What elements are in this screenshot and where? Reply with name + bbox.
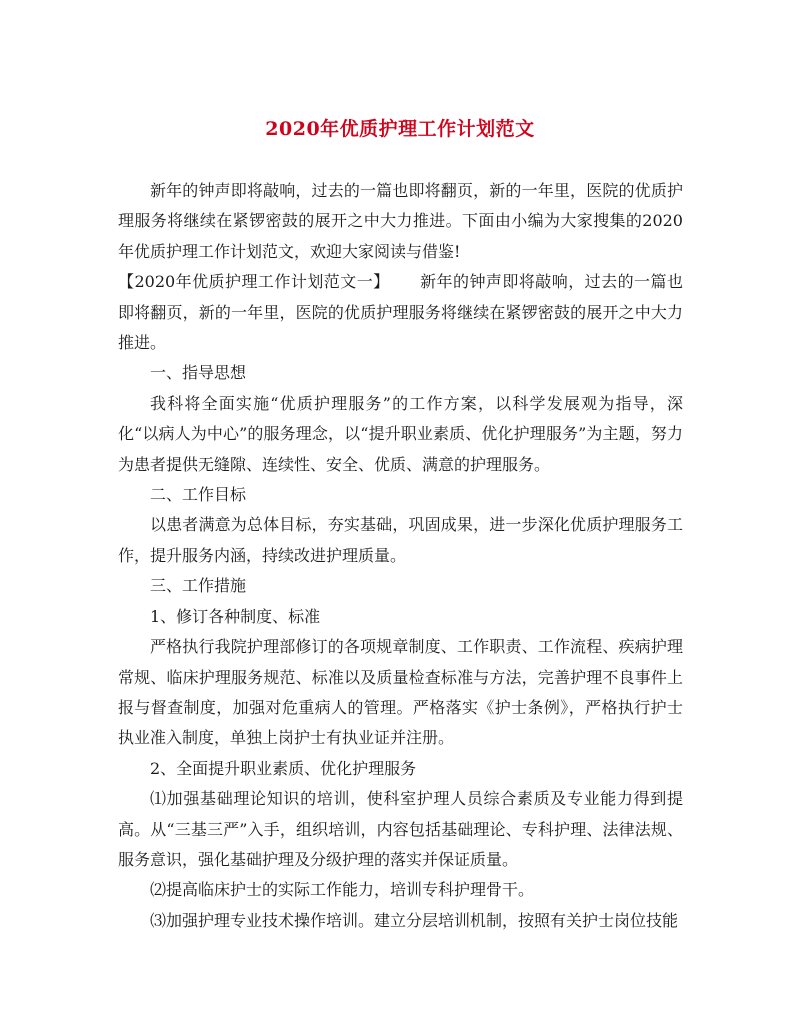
document-title: 2020年优质护理工作计划范文 xyxy=(265,118,535,140)
section-intro: 新年的钟声即将敲响，过去的一篇也即将翻页，新的一年里，医院的优质护理服务将继续在紧锣密鼓的展开之中大力推进。 xyxy=(118,272,683,353)
section-paragraph xyxy=(118,267,683,358)
heading-guiding-ideology: 一、指导思想 xyxy=(150,363,247,383)
intro-paragraph: 新年的钟声即将敲响，过去的一篇也即将翻页，新的一年里，医院的优质护理服务将继续在紧锣密鼓的展开之中大力推进。下面由小编为大家搜集的2020年优质护理工作计划范文，欢迎大家阅读与借鉴! xyxy=(118,181,683,261)
paragraph-revise-standards: 严格执行我院护理部修订的各项规章制度、工作职责、工作流程、疾病护理常规、临床护理服务规范、标准以及质量检查标准与方法，完善护理不良事件上报与督查制度，加强对危重病人的管理。严格落实《护士条例》，严格执行护士执业准入制度，单独上岗护士有执业证并注册。 xyxy=(118,637,683,748)
paragraph-guiding-ideology: 我科将全面实施“优质护理服务”的工作方案，以科学发展观为指导，深化“以病人为中心”的服务理念，以“提升职业素质、优化护理服务”为主题，努力为患者提供无缝隙、连续性、安全、优质、满意的护理服务。 xyxy=(118,393,683,474)
list-item-training: ⑴加强基础理论知识的培训，使科室护理人员综合素质及专业能力得到提高。从“三基三严”入手，组织培训，内容包括基础理论、专科护理、法律法规、服务意识，强化基础护理及分级护理的落实并保证质量。 xyxy=(118,789,683,869)
heading-work-goals: 二、工作目标 xyxy=(150,485,247,505)
list-item-skill-training: ⑶加强护理专业技术操作培训。建立分层培训机制，按照有关护士岗位技能 xyxy=(150,910,679,930)
paragraph-work-goals: 以患者满意为总体目标，夯实基础，巩固成果，进一步深化优质护理服务工作，提升服务内涵，持续改进护理质量。 xyxy=(118,515,683,565)
document-body xyxy=(118,176,683,936)
subheading-revise-standards: 1、修订各种制度、标准 xyxy=(150,606,321,626)
list-item-clinical-ability: ⑵提高临床护士的实际工作能力，培训专科护理骨干。 xyxy=(150,880,535,900)
heading-work-measures: 三、工作措施 xyxy=(150,576,247,596)
subheading-improve-quality: 2、全面提升职业素质、优化护理服务 xyxy=(150,758,417,778)
section-label: 【2020年优质护理工作计划范文一】 xyxy=(118,272,390,292)
